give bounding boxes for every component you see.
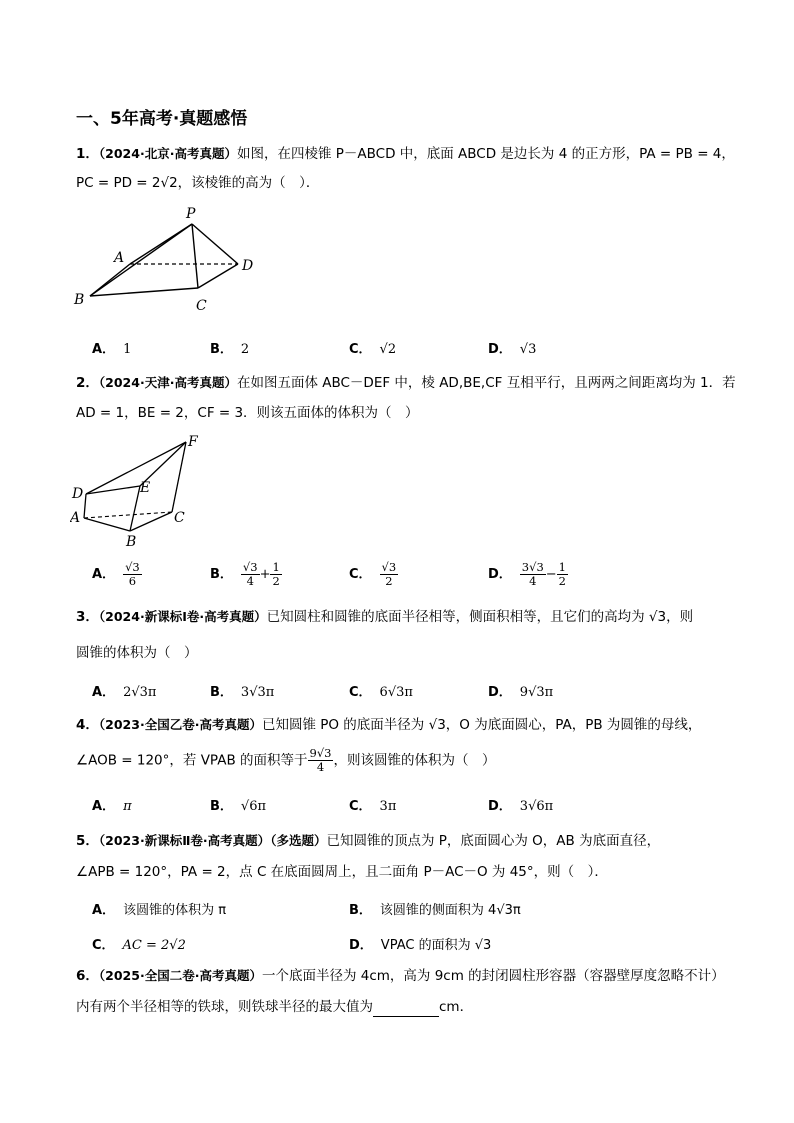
question-number: 1． xyxy=(76,146,99,162)
q2-option-b[interactable]: B． $\frac{√3}{4}$ + $\frac{1}{2}$ xyxy=(210,560,280,588)
question-number: 5． xyxy=(76,833,99,849)
q1-option-d[interactable]: D． √3 xyxy=(488,342,537,357)
question-6-line2: 内有两个半径相等的铁球，则铁球半径的最大值为 cm． xyxy=(76,999,474,1015)
edge-BA xyxy=(90,264,130,296)
label-B: B xyxy=(126,534,137,550)
q1-option-b[interactable]: B． 2 xyxy=(210,342,250,357)
question-source: （2024·新课标Ⅰ卷·高考真题） xyxy=(98,609,267,624)
edge-PD xyxy=(192,224,238,264)
label-A: A xyxy=(70,510,81,526)
question-tag: （多选题） xyxy=(270,833,327,848)
pentahedron-figure xyxy=(70,432,210,550)
question-1-line1 xyxy=(76,144,735,164)
edge-DA xyxy=(84,494,86,518)
q5-option-c[interactable]: C． AC = 2√2 xyxy=(92,938,186,953)
question-4-line2: ∠AOB = 120°，若 VPAB 的面积等于 $\frac{9√3}{4}$ ，则该圆锥的体积为（ ） xyxy=(76,746,496,774)
label-C: C xyxy=(196,298,207,314)
question-source: （2023·新课标Ⅱ卷·高考真题） xyxy=(98,833,271,848)
label-C: C xyxy=(174,510,185,526)
question-source: （2024·北京·高考真题） xyxy=(98,146,237,161)
question-source: （2024·天津·高考真题） xyxy=(98,375,237,390)
q2-option-a[interactable]: A． $\frac{√3}{6}$ xyxy=(92,560,140,588)
question-2-line1 xyxy=(76,373,736,393)
label-A: A xyxy=(114,250,125,266)
q3-option-a[interactable]: A． 2√3π xyxy=(92,685,157,700)
question-5-line2: ∠APB = 120°，PA = 2，点 C 在底面圆周上，且二面角 P－AC－O 为 45°，则（ ）． xyxy=(76,864,608,880)
q2-option-c[interactable]: C． $\frac{√3}{2}$ xyxy=(349,560,397,588)
edge-BC xyxy=(90,288,198,296)
question-number: 6． xyxy=(76,968,99,984)
q4-option-a[interactable]: A． π xyxy=(92,799,132,814)
q3-option-c[interactable]: C． 6√3π xyxy=(349,685,413,700)
question-number: 2． xyxy=(76,375,99,391)
question-3-line1 xyxy=(76,607,693,627)
q5-option-b[interactable]: B． 该圆锥的侧面积为 4√3π xyxy=(349,903,521,918)
question-5-line1 xyxy=(76,831,660,851)
question-text: 一个底面半径为 4cm，高为 9cm 的封闭圆柱形容器（容器壁厚度忽略不计） xyxy=(261,968,725,984)
label-B: B xyxy=(74,292,85,308)
question-text: 在如图五面体 ABC－DEF 中，棱 AD,BE,CF 互相平行，且两两之间距离均为 1．若 xyxy=(236,375,736,391)
edge-BP xyxy=(90,224,192,296)
q1-option-c[interactable]: C． √2 xyxy=(349,342,397,357)
question-4-line1 xyxy=(76,715,701,735)
hidden-edge-AC xyxy=(84,512,172,518)
question-text: 已知圆锥 PO 的底面半径为 √3，O 为底面圆心，PA，PB 为圆锥的母线， xyxy=(261,717,702,733)
q1-option-a[interactable]: A． 1 xyxy=(92,342,132,357)
edge-EB xyxy=(130,486,140,531)
edge-CD xyxy=(198,264,238,288)
label-E: E xyxy=(140,480,151,496)
question-source: （2025·全国二卷·高考真题） xyxy=(98,968,262,983)
q4-option-b[interactable]: B． √6π xyxy=(210,799,267,814)
question-number: 3． xyxy=(76,609,99,625)
q4-option-d[interactable]: D． 3√6π xyxy=(488,799,554,814)
label-D: D xyxy=(242,258,254,274)
edge-AB xyxy=(84,518,130,531)
question-text: 已知圆锥的顶点为 P，底面圆心为 O，AB 为底面直径， xyxy=(326,833,661,849)
question-2-line2: AD = 1，BE = 2，CF = 3．则该五面体的体积为（ ） xyxy=(76,405,419,421)
label-P: P xyxy=(186,206,196,222)
question-text: 如图，在四棱锥 P－ABCD 中，底面 ABCD 是边长为 4 的正方形，PA = PB = 4， xyxy=(236,146,735,162)
question-1-line2: PC = PD = 2√2，该棱锥的高为（ ）． xyxy=(76,175,320,191)
question-6-line1 xyxy=(76,966,725,986)
edge-PC xyxy=(192,224,198,288)
q4-option-c[interactable]: C． 3π xyxy=(349,799,397,814)
q3-option-b[interactable]: B． 3√3π xyxy=(210,685,275,700)
edge-AP xyxy=(130,224,192,264)
pyramid-figure xyxy=(70,204,270,316)
q5-option-d[interactable]: D． VPAC 的面积为 √3 xyxy=(349,938,492,953)
label-D: D xyxy=(72,486,84,502)
question-text: 已知圆柱和圆锥的底面半径相等，侧面积相等，且它们的高均为 √3，则 xyxy=(266,609,694,625)
q3-option-d[interactable]: D． 9√3π xyxy=(488,685,554,700)
question-source: （2023·全国乙卷·高考真题） xyxy=(98,717,262,732)
section-title: 一、5年高考·真题感悟 xyxy=(76,109,248,129)
question-number: 4． xyxy=(76,717,99,733)
q2-option-d[interactable]: D． $\frac{3√3}{4}$ − $\frac{1}{2}$ xyxy=(488,560,566,588)
label-F: F xyxy=(188,434,198,450)
q5-option-a[interactable]: A． 该圆锥的体积为 π xyxy=(92,903,227,918)
answer-blank[interactable] xyxy=(373,1002,439,1017)
question-3-line2: 圆锥的体积为（ ） xyxy=(76,645,198,661)
